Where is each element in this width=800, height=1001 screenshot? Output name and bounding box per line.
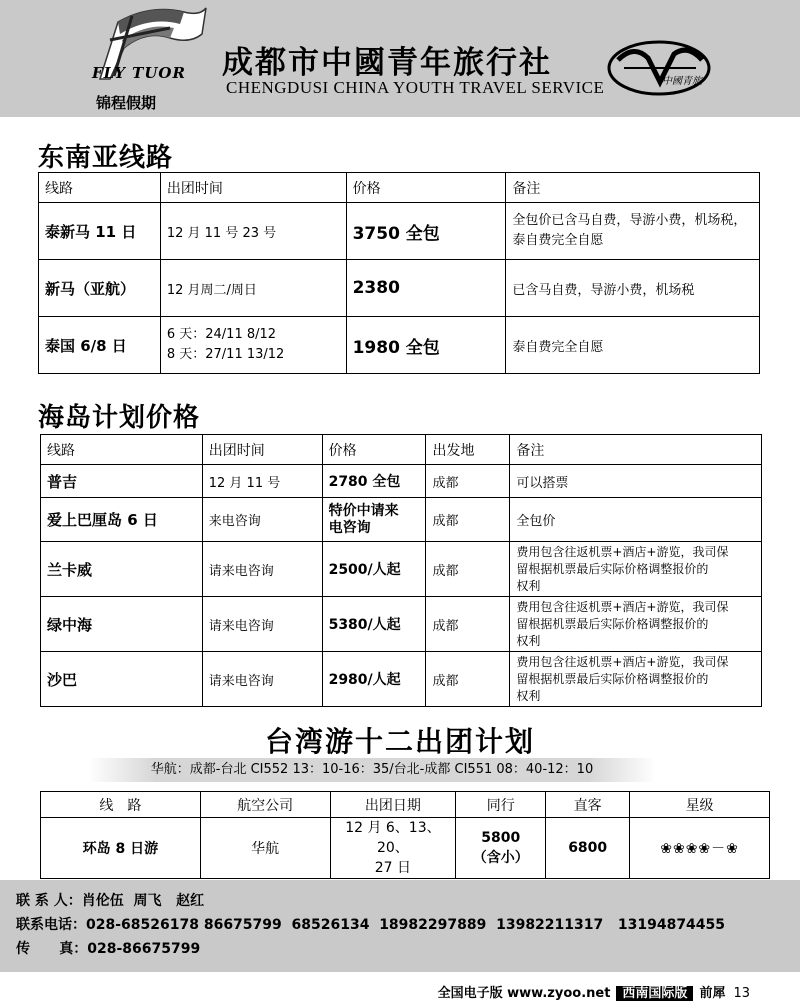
- table-row: [39, 203, 760, 260]
- taiwan-route-table: [40, 791, 770, 879]
- dates-line: 27 日: [374, 860, 412, 876]
- route-cell: 新马（亚航）: [39, 260, 161, 317]
- note-cell: 泰自费完全自愿: [506, 317, 760, 374]
- peer-price-line: 5800: [481, 830, 521, 846]
- note-cell: 已含马自费，导游小费，机场税: [506, 260, 760, 317]
- header-cell: 出团日期: [330, 792, 456, 818]
- brand-script-text: FLY TUOR: [92, 64, 186, 82]
- header-cell: 价格: [346, 173, 506, 203]
- header-cell: 同行: [456, 792, 546, 818]
- note-line: 权利: [516, 688, 541, 703]
- footer-section: 前犀: [699, 986, 726, 1001]
- origin-cell: 成都: [426, 597, 510, 652]
- note-line: 权利: [516, 633, 541, 648]
- price-cell: 2380: [346, 260, 506, 317]
- note-cell: [510, 597, 762, 652]
- table-row: [41, 465, 762, 498]
- note-line: 权利: [516, 578, 541, 593]
- route-cell: 爱上巴厘岛 6 日: [41, 498, 203, 542]
- org-name-en: CHENGDUSI CHINA YOUTH TRAVEL SERVICE: [226, 78, 605, 97]
- price-line: 特价中请来: [328, 502, 399, 519]
- route-cell: 泰新马 11 日: [39, 203, 161, 260]
- origin-cell: 成都: [426, 652, 510, 707]
- header-cell: 直客: [546, 792, 630, 818]
- note-cell: [510, 652, 762, 707]
- header-cell: 备注: [506, 173, 760, 203]
- dates-cell: 来电咨询: [202, 498, 322, 542]
- origin-cell: 成都: [426, 498, 510, 542]
- note-line: 留根据机票最后实际价格调整报价的: [516, 671, 709, 686]
- header-cell: 出团时间: [202, 435, 322, 465]
- dates-cell: 12 月 11 号 23 号: [160, 203, 346, 260]
- flight-info-bar: 华航：成都-台北 CI552 13：10-16：35/台北-成都 CI551 08：40-12：10: [88, 758, 656, 782]
- header-cell: 出团时间: [160, 173, 346, 203]
- note-line: 费用包含往返机票+酒店+游览，我司保: [516, 544, 729, 559]
- contact-phones: 联系电话：028-68526178 86675799 68526134 18982297889 13982211317 13194874455: [16, 917, 726, 933]
- peer-price-cell: [456, 818, 546, 879]
- dates-cell: 请来电咨询: [202, 597, 322, 652]
- footer-edition-badge: 西南国际版: [616, 986, 693, 1001]
- note-line: 留根据机票最后实际价格调整报价的: [516, 616, 709, 631]
- price-cell: 1980 全包: [346, 317, 506, 374]
- dates-line: 6 天：24/11 8/12: [166, 327, 277, 342]
- dates-cell: 请来电咨询: [202, 542, 322, 597]
- taiwan-section-title: 台湾游十二出团计划: [264, 725, 535, 758]
- header-cell: 航空公司: [200, 792, 330, 818]
- route-cell: 普吉: [41, 465, 203, 498]
- table-header-row: [41, 792, 770, 818]
- direct-price-cell: 6800: [546, 818, 630, 879]
- table-header-row: [39, 173, 760, 203]
- route-cell: 兰卡威: [41, 542, 203, 597]
- note-cell: [510, 542, 762, 597]
- header-cell: 出发地: [426, 435, 510, 465]
- note-line: 费用包含往返机票+酒店+游览，我司保: [516, 599, 729, 614]
- dates-cell: 12 月 11 号: [202, 465, 322, 498]
- route-cell: 绿中海: [41, 597, 203, 652]
- table-row: [41, 597, 762, 652]
- price-cell: 2780 全包: [322, 465, 426, 498]
- star-rating-cell: ❀❀❀❀－❀: [630, 818, 770, 879]
- table-header-row: [41, 435, 762, 465]
- header-cell: 线路: [41, 435, 203, 465]
- table-row: [41, 818, 770, 879]
- origin-cell: 成都: [426, 465, 510, 498]
- note-cell: 可以搭票: [510, 465, 762, 498]
- note-cell: 全包价: [510, 498, 762, 542]
- dates-cell: [330, 818, 456, 879]
- price-cell: 2980/人起: [322, 652, 426, 707]
- header-cell: 线路: [39, 173, 161, 203]
- price-cell: [322, 498, 426, 542]
- dates-cell: 请来电咨询: [202, 652, 322, 707]
- dates-line: 8 天：27/11 13/12: [166, 347, 285, 362]
- price-cell: 3750 全包: [346, 203, 506, 260]
- brand-sub-title: 锦程假期: [96, 94, 157, 112]
- svg-text:中國青旅: 中國青旅: [662, 76, 702, 87]
- contact-box: [0, 880, 800, 972]
- contact-people: 联 系 人：肖伦伍 周飞 赵红: [16, 893, 205, 909]
- header-cell: 备注: [510, 435, 762, 465]
- org-name-cn: 成都市中國青年旅行社: [222, 45, 552, 81]
- dates-cell: [160, 317, 346, 374]
- price-line: 电咨询: [328, 519, 371, 536]
- note-line: 泰自费完全自愿: [512, 233, 604, 248]
- sea-route-table: [38, 172, 760, 374]
- table-row: [41, 542, 762, 597]
- sea-section-title: 东南亚线路: [38, 143, 174, 173]
- origin-cell: 成都: [426, 542, 510, 597]
- table-row: [41, 498, 762, 542]
- price-cell: 5380/人起: [322, 597, 426, 652]
- price-cell: 2500/人起: [322, 542, 426, 597]
- peer-price-line: （含小）: [472, 850, 529, 866]
- airline-cell: 华航: [200, 818, 330, 879]
- note-cell: [506, 203, 760, 260]
- route-cell: 泰国 6/8 日: [39, 317, 161, 374]
- table-row: [39, 260, 760, 317]
- note-line: 全包价已含马自费，导游小费，机场税，: [512, 213, 747, 228]
- footer-site: 全国电子版 www.zyoo.net: [437, 986, 611, 1001]
- cyts-emblem-icon: [604, 38, 714, 98]
- route-cell: 环岛 8 日游: [41, 818, 201, 879]
- dates-line: 12 月 6、13、20、: [345, 820, 441, 856]
- page-footer: [438, 982, 750, 1001]
- header-cell: 价格: [322, 435, 426, 465]
- note-line: 费用包含往返机票+酒店+游览，我司保: [516, 654, 729, 669]
- header-cell: 线 路: [41, 792, 201, 818]
- contact-fax: 传 真：028-86675799: [16, 941, 201, 957]
- table-row: [41, 652, 762, 707]
- note-line: 留根据机票最后实际价格调整报价的: [516, 561, 709, 576]
- island-section-title: 海岛计划价格: [38, 403, 201, 433]
- route-cell: 沙巴: [41, 652, 203, 707]
- header-cell: 星级: [630, 792, 770, 818]
- island-route-table: [40, 434, 762, 707]
- table-row: [39, 317, 760, 374]
- dates-cell: 12 月周二/周日: [160, 260, 346, 317]
- page-number: 13: [733, 986, 750, 1001]
